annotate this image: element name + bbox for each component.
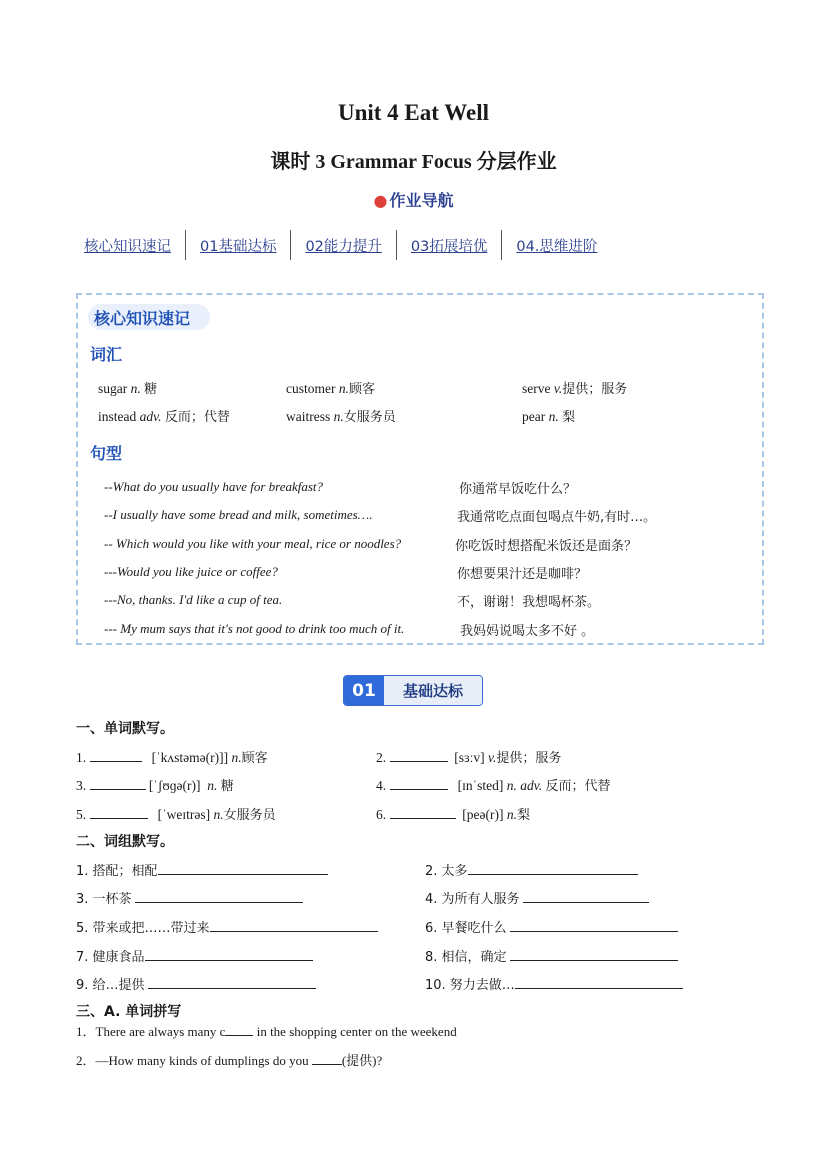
- phrase-item: 2. 太多: [425, 860, 638, 879]
- answer-blank[interactable]: [90, 775, 146, 790]
- answer-blank[interactable]: [225, 1021, 253, 1036]
- sentence-en: --- My mum says that it's not good to drink too much of it.: [104, 621, 405, 636]
- answer-blank[interactable]: [135, 888, 303, 903]
- word-item: 6. [peə(r)] n.梨: [376, 804, 530, 823]
- phrase-item: 4. 为所有人服务: [425, 888, 649, 907]
- section-01-badge: [343, 675, 483, 706]
- nav-link-knowledge[interactable]: 核心知识速记: [84, 238, 171, 255]
- vocab-item: pear n. 梨: [522, 409, 576, 425]
- nav-link-ability[interactable]: 02能力提升: [305, 238, 382, 255]
- sentence-en: ---Would you like juice or coffee?: [104, 564, 278, 579]
- answer-blank[interactable]: [90, 804, 148, 819]
- part3-heading: 三、A. 单词拼写: [76, 1004, 182, 1020]
- sentence-cn: 我妈妈说喝太多不好 。: [460, 624, 595, 639]
- answer-blank[interactable]: [148, 974, 316, 989]
- sentence-cn: 我通常吃点面包喝点牛奶,有时…。: [457, 510, 657, 525]
- phrase-item: 3. 一杯茶: [76, 888, 303, 907]
- sentence-cn: 你想要果汁还是咖啡？: [457, 567, 588, 582]
- section-label: 基础达标: [384, 676, 482, 705]
- answer-blank[interactable]: [510, 917, 678, 932]
- vocab-item: waitress n.女服务员: [286, 409, 396, 425]
- location-pin-icon: ●: [373, 191, 388, 210]
- nav-heading: [0, 188, 827, 211]
- answer-blank[interactable]: [515, 974, 683, 989]
- part1-heading: 一、单词默写。: [76, 721, 174, 737]
- sentence-en: --I usually have some bread and milk, sometimes….: [104, 507, 373, 522]
- sentence-en: ---No, thanks. I'd like a cup of tea.: [104, 592, 283, 607]
- sentence-en: --What do you usually have for breakfast?: [104, 479, 324, 494]
- spelling-item: 1．There are always many c in the shopping center on the weekend: [76, 1021, 457, 1040]
- spelling-item: 2．—How many kinds of dumplings do you (提供)?: [76, 1050, 382, 1069]
- phrase-item: 8. 相信，确定: [425, 946, 678, 965]
- answer-blank[interactable]: [510, 946, 678, 961]
- page-subtitle: 课时 3 Grammar Focus 分层作业: [270, 151, 557, 173]
- nav-bar: [70, 229, 760, 261]
- word-item: 1. [ˈkʌstəmə(r)]] n.顾客: [76, 747, 268, 766]
- phrase-item: 5. 带来或把……带过来: [76, 917, 378, 936]
- phrase-item: 10. 努力去做…: [425, 974, 683, 993]
- word-item: 3. [ˈʃʊɡə(r)] n. 糖: [76, 775, 234, 794]
- sentence-cn: 不，谢谢！我想喝杯茶。: [457, 595, 601, 610]
- word-item: 5. [ˈweɪtrəs] n.女服务员: [76, 804, 276, 823]
- nav-link-basic[interactable]: 01基础达标: [200, 238, 277, 255]
- sentence-cn: 你吃饭时想搭配米饭还是面条？: [455, 539, 638, 554]
- answer-blank[interactable]: [390, 804, 456, 819]
- page-title: Unit 4 Eat Well: [337, 100, 489, 125]
- answer-blank[interactable]: [523, 888, 649, 903]
- vocab-item: customer n.顾客: [286, 381, 376, 397]
- word-item: 4. [ɪnˈsted] n. adv. 反而；代替: [376, 775, 611, 794]
- answer-blank[interactable]: [312, 1050, 342, 1065]
- part2-heading: 二、词组默写。: [76, 834, 174, 850]
- phrase-item: 1. 搭配；相配: [76, 860, 328, 879]
- phrase-item: 6. 早餐吃什么: [425, 917, 678, 936]
- vocab-item: sugar n. 糖: [98, 381, 158, 397]
- vocab-item: instead adv. 反而；代替: [98, 409, 230, 425]
- vocab-label: 词汇: [90, 345, 123, 364]
- vocab-item: serve v.提供；服务: [522, 381, 628, 397]
- nav-heading-text: 作业导航: [389, 191, 454, 210]
- section-number: 01: [344, 676, 384, 705]
- answer-blank[interactable]: [468, 860, 638, 875]
- answer-blank[interactable]: [90, 747, 142, 762]
- word-item: 2. [sɜːv] v.提供；服务: [376, 747, 561, 766]
- answer-blank[interactable]: [158, 860, 328, 875]
- nav-link-extension[interactable]: 03拓展培优: [410, 238, 488, 255]
- phrase-item: 7. 健康食品: [76, 946, 313, 965]
- sentence-cn: 你通常早饭吃什么？: [459, 482, 577, 497]
- phrase-item: 9. 给…提供: [76, 974, 316, 993]
- sentence-en: -- Which would you like with your meal, rice or noodles?: [104, 536, 402, 551]
- nav-link-thinking[interactable]: 04.思维进阶: [516, 238, 598, 255]
- answer-blank[interactable]: [390, 747, 448, 762]
- answer-blank[interactable]: [390, 775, 448, 790]
- sentence-label: 句型: [90, 444, 123, 463]
- answer-blank[interactable]: [145, 946, 313, 961]
- answer-blank[interactable]: [210, 917, 378, 932]
- knowledge-heading: 核心知识速记: [94, 309, 191, 328]
